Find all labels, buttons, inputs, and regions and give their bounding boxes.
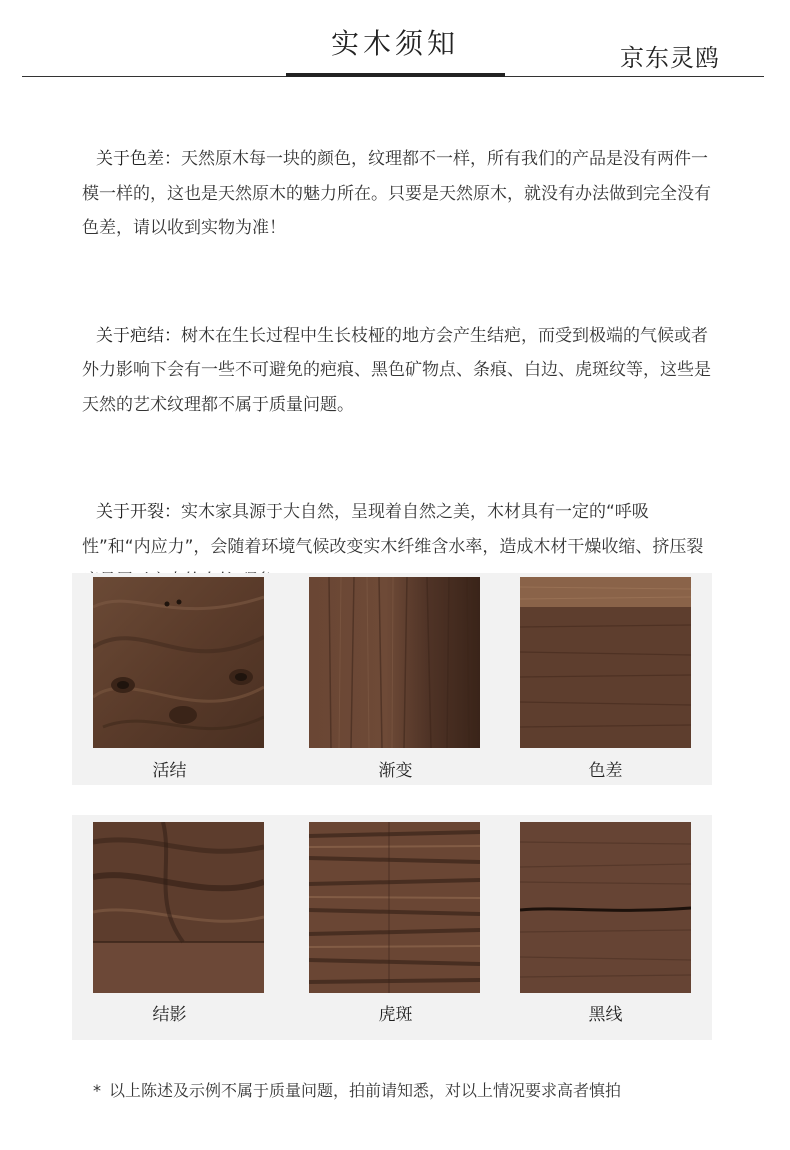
note-text: 树木在生长过程中生长枝桠的地方会产生结疤，而受到极端的气候或者外力影响下会有一些不可避免的疤痕、黑色矿物点、条痕、白边、虎斑纹等，这些是天然的艺术纹理都不属于质量问题。 [82,325,711,415]
sample-caption: 渐变 [378,761,413,781]
sample-caption: 活结 [152,761,187,781]
wood-sample-live-knot [93,577,264,748]
footer-notice [93,1078,621,1101]
brand-name: 京东灵鸥 [620,44,720,72]
page-title: 实木须知 [330,27,459,60]
sample-caption: 虎斑 [378,1005,413,1025]
note-label: 关于疤结： [96,325,181,346]
wood-sample-color-difference [520,577,691,748]
sample-caption: 黑线 [588,1005,623,1025]
note-knots [82,319,712,423]
wood-sample-tiger-stripe [309,822,480,993]
title-underline [286,73,505,77]
sample-caption: 结影 [152,1005,187,1025]
note-color-difference [82,142,712,246]
note-text: 实木家具源于大自然，呈现着自然之美，木材具有一定的“呼吸性”和“内应力”，会随着环境气候改变实木纤维含水率，造成木材干燥收缩、挤压裂 [82,502,704,557]
wood-sample-black-line [520,822,691,993]
note-text: 天然原木每一块的颜色，纹理都不一样，所有我们的产品是没有两件一模一样的，这也是天然原木的魅力所在。只要是天然原木，就没有办法做到完全没有色差，请以收到实物为准！ [82,149,711,238]
footer-mark: * [93,1081,101,1100]
note-label: 关于色差： [96,149,181,169]
wood-sample-gradient [309,577,480,748]
page-header [0,0,790,80]
note-label: 关于开裂： [96,502,181,522]
sample-caption: 色差 [588,761,623,781]
wood-sample-knot-shadow [93,822,264,993]
footer-text: 以上陈述及示例不属于质量问题，拍前请知悉，对以上情况要求高者慎拍 [109,1081,622,1100]
